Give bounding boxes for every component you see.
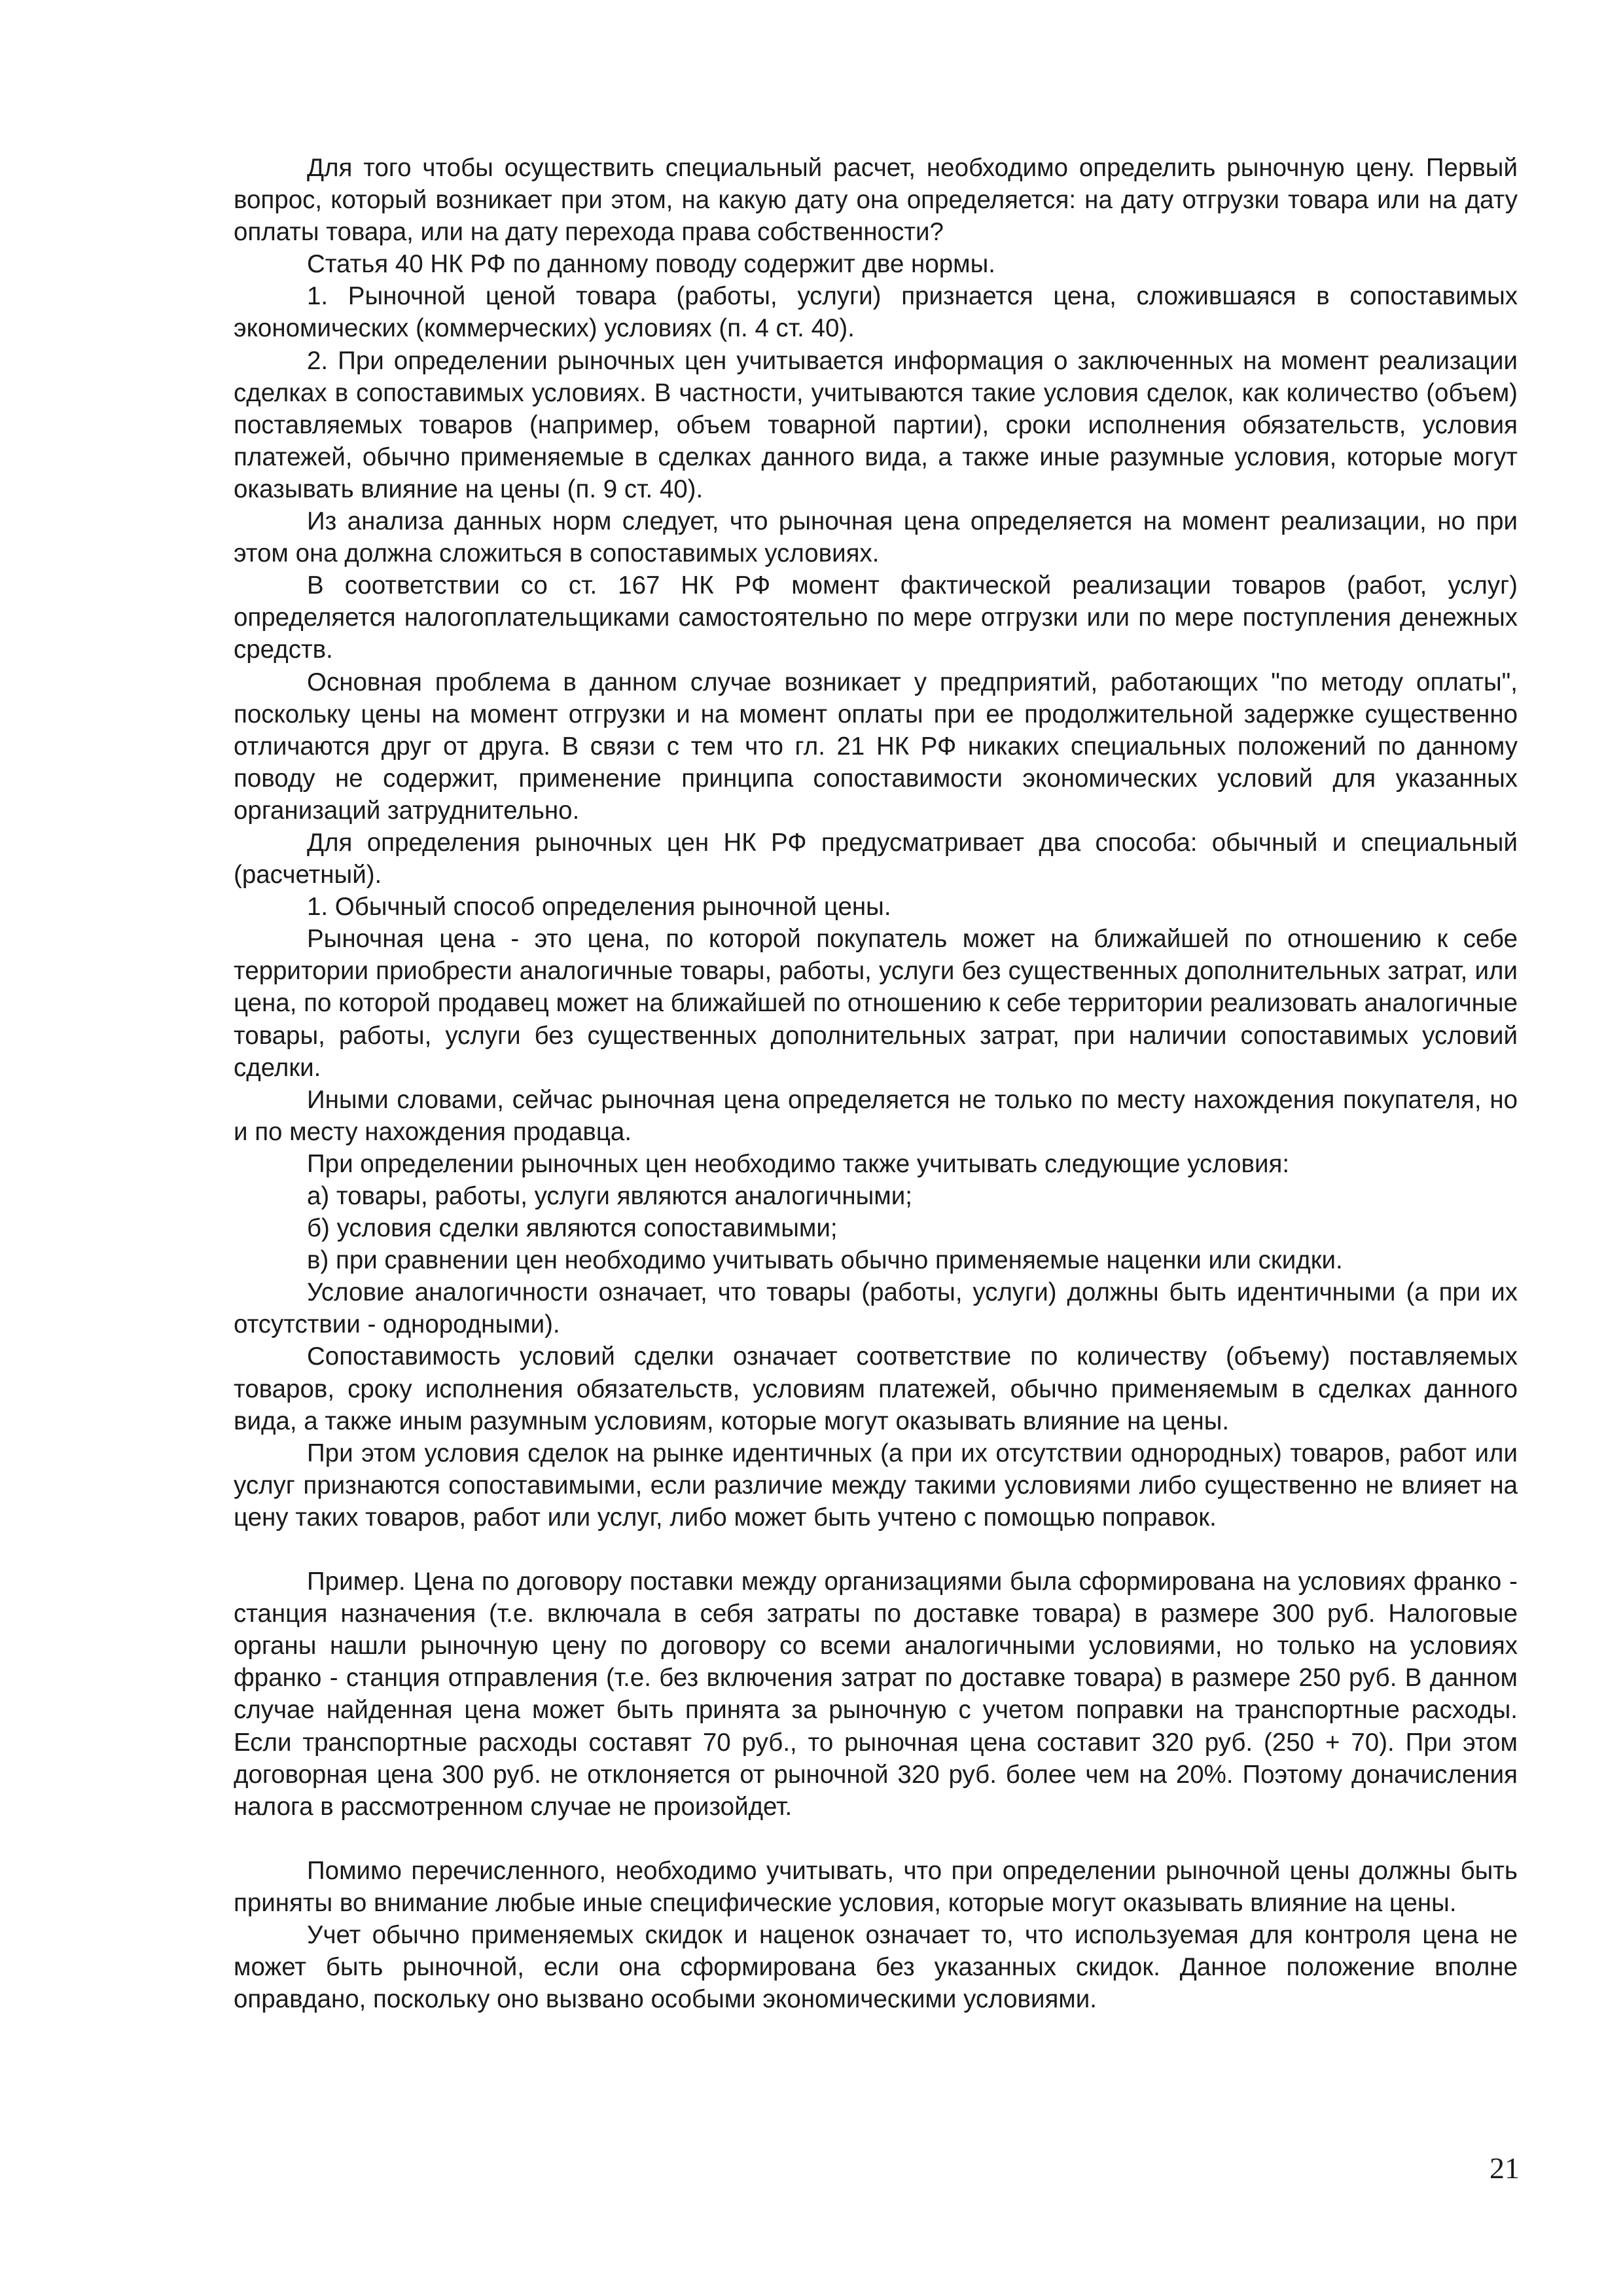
- page-number: 21: [1489, 2151, 1520, 2185]
- paragraph: При определении рыночных цен необходимо также учитывать следующие условия:: [307, 1149, 1290, 1178]
- paragraph: 2. При определении рыночных цен учитывается информация о заключенных на момент реализации сделках в сопоставимых условиях. В частности, учитываются такие условия сделок, как количество (объем) поставляемых товаров (например, объем товарной партии), сроки исполнения обязательств, условия платежей, обычно применяемые в сделках данного вида, а также иные разумные условия, которые могут оказывать влияние на цены (п. 9 ст. 40).: [234, 346, 1518, 503]
- paragraph: Рыночная цена - это цена, по которой покупатель может на ближайшей по отношению к себе территории приобрести аналогичные товары, работы, услуги без существенных дополнительных затрат, или цена, по которой продавец может на ближайшей по отношению к себе территории реализовать аналогичные товары, работы, услуги без существенных дополнительных затрат, при наличии сопоставимых условий сделки.: [234, 925, 1518, 1082]
- paragraph: 1. Обычный способ определения рыночной цены.: [307, 893, 891, 922]
- paragraph: В соответствии со ст. 167 НК РФ момент фактической реализации товаров (работ, услуг) определяется налогоплательщиками самостоятельно по мере отгрузки или по мере поступления денежных средств.: [234, 571, 1518, 664]
- paragraph: Иными словами, сейчас рыночная цена определяется не только по месту нахождения покупателя, но и по месту нахождения продавца.: [234, 1085, 1518, 1146]
- paragraph: Статья 40 НК РФ по данному поводу содержит две нормы.: [307, 250, 995, 279]
- list-item: а) товары, работы, услуги являются аналогичными;: [307, 1182, 912, 1210]
- paragraph: Условие аналогичности означает, что товары (работы, услуги) должны быть идентичными (а при их отсутствии - однородными).: [234, 1278, 1518, 1339]
- list-item: б) условия сделки являются сопоставимыми;: [307, 1214, 838, 1243]
- paragraph: Основная проблема в данном случае возникает у предприятий, работающих "по методу оплаты", поскольку цены на момент отгрузки и на момент оплаты при ее продолжительной задержке существенно отличаются друг от друга. В связи с тем что гл. 21 НК РФ никаких специальных положений по данному поводу не содержит, применение принципа сопоставимости экономических условий для указанных организаций затруднительно.: [234, 668, 1518, 825]
- paragraph: Из анализа данных норм следует, что рыночная цена определяется на момент реализации, но при этом она должна сложиться в сопоставимых условиях.: [234, 507, 1518, 568]
- document-body: [234, 152, 1518, 2015]
- paragraph: Для того чтобы осуществить специальный расчет, необходимо определить рыночную цену. Первый вопрос, который возникает при этом, на какую дату она определяется: на дату отгрузки товара или на дату оплаты товара, или на дату перехода права собственности?: [234, 154, 1518, 247]
- paragraph: При этом условия сделок на рынке идентичных (а при их отсутствии однородных) товаров, работ или услуг признаются сопоставимыми, если различие между такими условиями либо существенно не влияет на цену таких товаров, работ или услуг, либо может быть учтено с помощью поправок.: [234, 1439, 1518, 1532]
- example-paragraph: Пример. Цена по договору поставки между организациями была сформирована на условиях франко - станция назначения (т.е. включала в себя затраты по доставке товара) в размере 300 руб. Налоговые органы нашли рыночную цену по договору со всеми аналогичными условиями, но только на условиях франко - станция отправления (т.е. без включения затрат по доставке товара) в размере 250 руб. В данном случае найденная цена может быть принята за рыночную с учетом поправки на транспортные расходы. Если транспортные расходы составят 70 руб., то рыночная цена составит 320 руб. (250 + 70). При этом договорная цена 300 руб. не отклоняется от рыночной 320 руб. более чем на 20%. Поэтому доначисления налога в рассмотренном случае не произойдет.: [234, 1568, 1518, 1821]
- list-item: в) при сравнении цен необходимо учитывать обычно применяемые наценки или скидки.: [307, 1246, 1343, 1275]
- paragraph: Для определения рыночных цен НК РФ предусматривает два способа: обычный и специальный (расчетный).: [234, 828, 1518, 889]
- paragraph: Помимо перечисленного, необходимо учитывать, что при определении рыночной цены должны быть приняты во внимание любые иные специфические условия, которые могут оказывать влияние на цены.: [234, 1856, 1518, 1917]
- paragraph: Сопоставимость условий сделки означает соответствие по количеству (объему) поставляемых товаров, сроку исполнения обязательств, условиям платежей, обычно применяемым в сделках данного вида, а также иным разумным условиям, которые могут оказывать влияние на цены.: [234, 1342, 1518, 1435]
- paragraph: Учет обычно применяемых скидок и наценок означает то, что используемая для контроля цена не может быть рыночной, если она сформирована без указанных скидок. Данное положение вполне оправдано, поскольку оно вызвано особыми экономическими условиями.: [234, 1920, 1518, 2014]
- paragraph: 1. Рыночной ценой товара (работы, услуги) признается цена, сложившаяся в сопоставимых экономических (коммерческих) условиях (п. 4 ст. 40).: [234, 282, 1518, 343]
